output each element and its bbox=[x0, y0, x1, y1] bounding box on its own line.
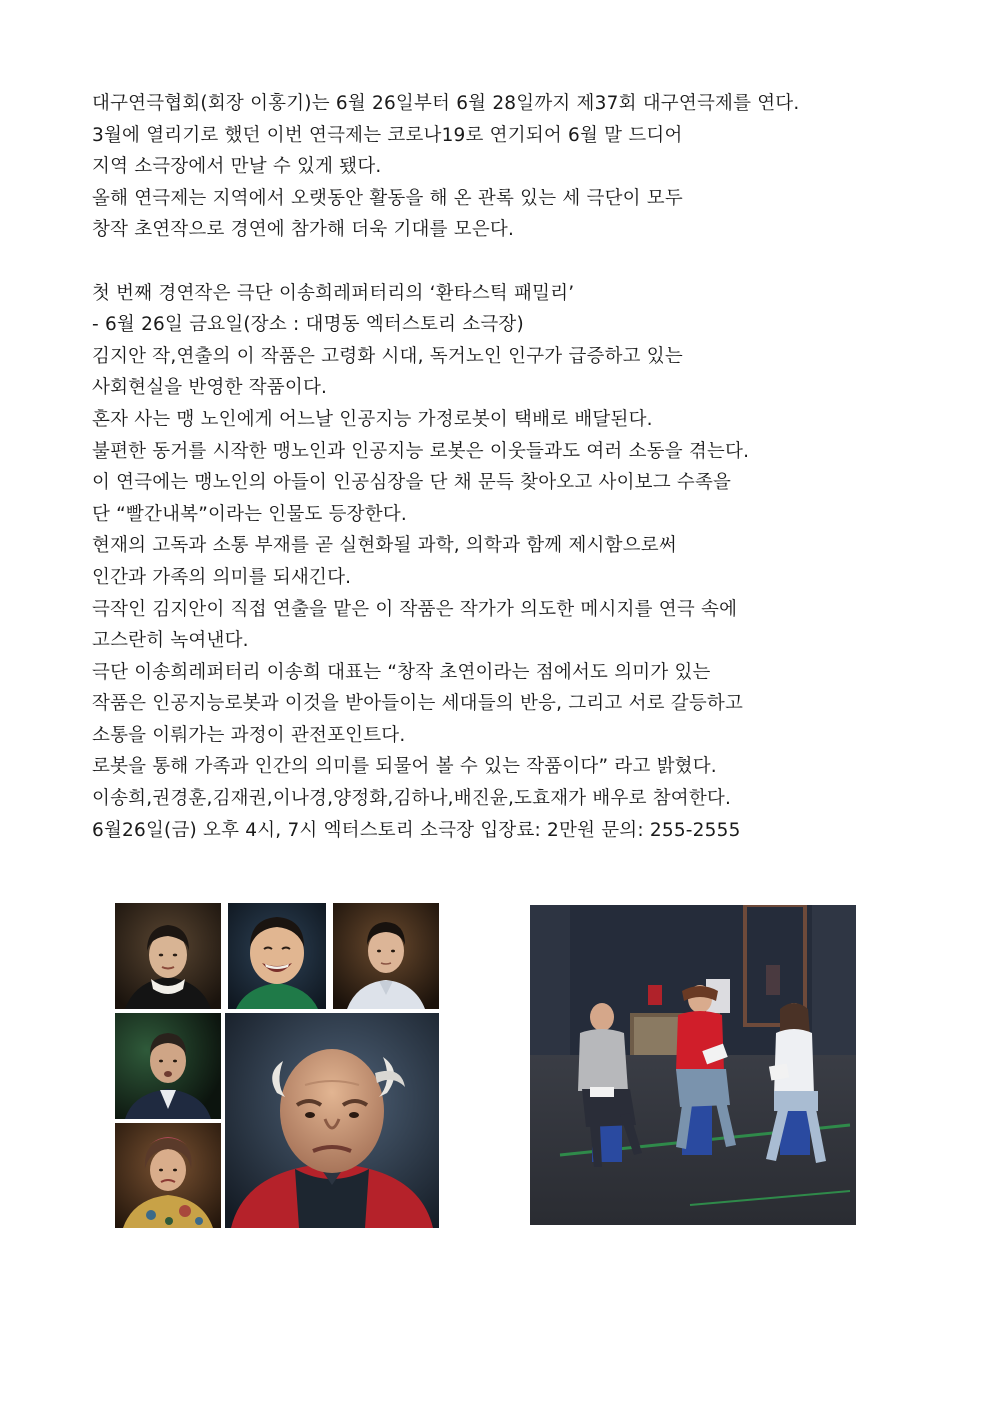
paragraph-spacer bbox=[92, 246, 932, 278]
portrait-man-suit bbox=[115, 1013, 221, 1119]
text-line: 김지안 작,연출의 이 작품은 고령화 시대, 독거노인 인구가 급증하고 있는 bbox=[92, 345, 683, 367]
text-line: 소통을 이뤄가는 과정이 관전포인트다. bbox=[92, 724, 406, 746]
text-line: 고스란히 녹여낸다. bbox=[92, 630, 249, 652]
article-body bbox=[92, 88, 932, 846]
text-line: 올해 연극제는 지역에서 오랫동안 활동을 해 온 관록 있는 세 극단이 모두 bbox=[92, 187, 683, 209]
text-line: 6월26일(금) 오후 4시, 7시 엑터스토리 소극장 입장료: 2만원 문의: 255-2555 bbox=[92, 819, 741, 841]
text-line: 사회현실을 반영한 작품이다. bbox=[92, 377, 328, 399]
text-line: 작품은 인공지능로봇과 이것을 받아들이는 세대들의 반응, 그리고 서로 갈등하고 bbox=[92, 693, 744, 715]
portrait-smiling-man bbox=[228, 903, 326, 1009]
portrait-man-white-shirt bbox=[333, 903, 439, 1009]
portrait-woman-floral bbox=[115, 1123, 221, 1228]
text-line: 로봇을 통해 가족과 인간의 의미를 되물어 볼 수 있는 작품이다” 라고 밝혔다. bbox=[92, 756, 717, 778]
text-line: 혼자 사는 맹 노인에게 어느날 인공지능 가정로봇이 택배로 배달된다. bbox=[92, 408, 653, 430]
cast-portrait-collage bbox=[115, 903, 439, 1228]
text-line: 이 연극에는 맹노인의 아들이 인공심장을 단 채 문득 찾아오고 사이보그 수족을 bbox=[92, 472, 732, 494]
stage-rehearsal-photo bbox=[530, 905, 856, 1225]
text-line: 3월에 열리기로 했던 이번 연극제는 코로나19로 연기되어 6월 말 드디어 bbox=[92, 124, 683, 146]
text-line: 불편한 동거를 시작한 맹노인과 인공지능 로봇은 이웃들과도 여러 소동을 겪는다. bbox=[92, 440, 750, 462]
text-line: 극단 이송희레퍼터리 이송희 대표는 “창작 초연이라는 점에서도 의미가 있는 bbox=[92, 661, 711, 683]
text-line: 지역 소극장에서 만날 수 있게 됐다. bbox=[92, 156, 382, 178]
portrait-woman-collar bbox=[115, 903, 221, 1009]
portrait-old-man-red-vest bbox=[225, 1013, 439, 1228]
text-line: 대구연극협회(회장 이홍기)는 6월 26일부터 6월 28일까지 제37회 대구연극제를 연다. bbox=[92, 93, 800, 114]
intro-paragraph bbox=[92, 88, 932, 246]
text-line: 인간과 가족의 의미를 되새긴다. bbox=[92, 566, 352, 588]
text-line: - 6월 26일 금요일(장소 : 대명동 엑터스토리 소극장) bbox=[92, 314, 524, 336]
text-line: 첫 번째 경연작은 극단 이송희레퍼터리의 ‘환타스틱 패밀리’ bbox=[92, 282, 575, 304]
text-line: 이송희,권경훈,김재권,이나경,양정화,김하나,배진윤,도효재가 배우로 참여한다. bbox=[92, 788, 732, 810]
text-line: 현재의 고독과 소통 부재를 곧 실현화될 과학, 의학과 함께 제시함으로써 bbox=[92, 535, 677, 557]
text-line: 극작인 김지안이 직접 연출을 맡은 이 작품은 작가가 의도한 메시지를 연극 속에 bbox=[92, 598, 738, 620]
performance-paragraph bbox=[92, 278, 932, 847]
text-line: 창작 초연작으로 경연에 참가해 더욱 기대를 모은다. bbox=[92, 219, 515, 241]
text-line: 단 “빨간내복”이라는 인물도 등장한다. bbox=[92, 503, 407, 525]
